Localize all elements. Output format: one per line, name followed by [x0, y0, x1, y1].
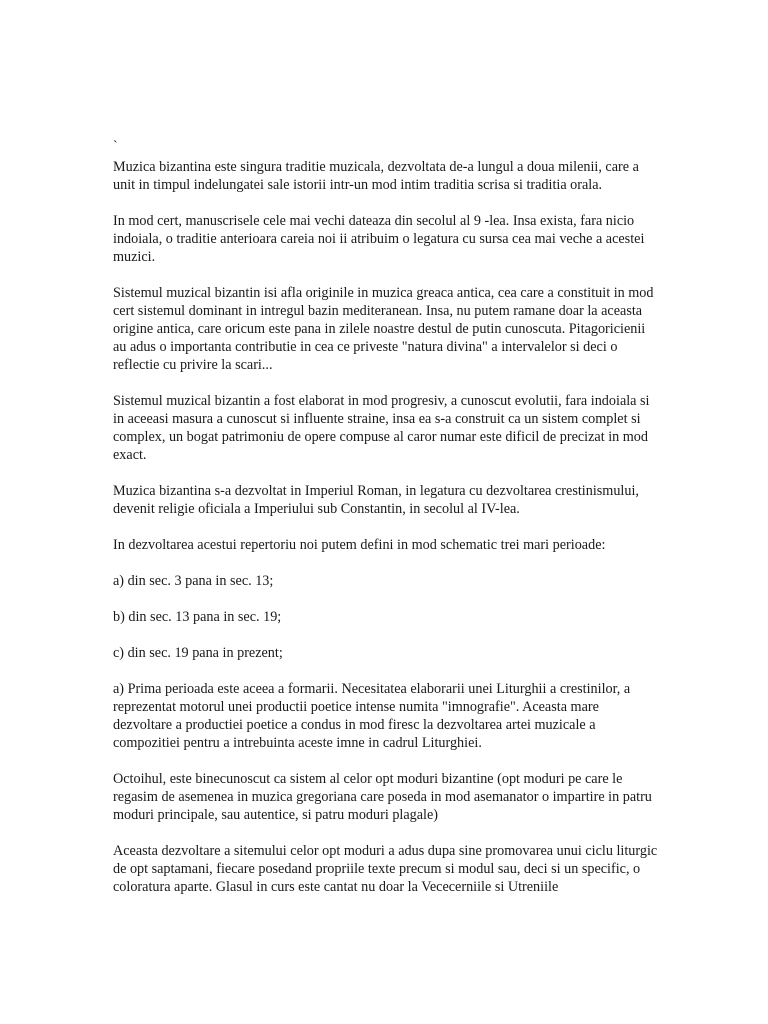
paragraph-liturgical-cycle: Aceasta dezvoltare a sitemului celor opt moduri a adus dupa sine promovarea unui ciclu liturgic de opt saptamani, fiecare posedand propriile texte precum si modul sau, deci si un specific, o coloratura aparte. Glasul in curs este cantat nu doar la Vececerniile si Utreniile [113, 843, 658, 895]
period-item: c) din sec. 19 pana in prezent; [113, 645, 283, 661]
paragraph-periods-intro: In dezvoltarea acestui repertoriu noi putem defini in mod schematic trei mari perioade: [113, 537, 606, 553]
paragraph-octoechos: Octoihul, este binecunoscut ca sistem al celor opt moduri bizantine (opt moduri pe care le regasim de asemenea in muzica gregoriana care poseda in mod asemanator o impartire in patru moduri principale, sau autentice, si patru moduri plagale) [113, 771, 652, 823]
paragraph-evolution: Sistemul muzical bizantin a fost elaborat in mod progresiv, a cunoscut evolutii, fara indoiala si in aceeasi masura a cunoscut si influente straine, insa ea s-a construit ca un sistem complet si complex, un bogat patrimoniu de opere compuse al caror numar este dificil de precizat in mod exact. [113, 393, 650, 463]
period-item: b) din sec. 13 pana in sec. 19; [113, 609, 282, 625]
paragraph-manuscripts: In mod cert, manuscrisele cele mai vechi dateaza din secolul al 9 -lea. Insa exista, fara nicio indoiala, o traditie anterioara careia noi ii atribuim o legatura cu sursa cea mai veche a acestei muzici. [113, 213, 645, 265]
paragraph-roman-empire: Muzica bizantina s-a dezvoltat in Imperiul Roman, in legatura cu dezvoltarea crestinismului, devenit religie oficiala a Imperiului sub Constantin, in secolul al IV-lea. [113, 483, 639, 517]
paragraph-first-period: a) Prima perioada este aceea a formarii. Necesitatea elaborarii unei Liturghii a crestinilor, a reprezentat motorul unei productii poetice intense numita "imnografie". Aceasta mare dezvoltare a productiei poetice a condus in mod firesc la dezvoltarea artei muzicale a compozitiei pentru a intrebuinta aceste imne in cadrul Liturghiei. [113, 681, 631, 751]
document-body [113, 138, 658, 896]
paragraph-intro: Muzica bizantina este singura traditie muzicala, dezvoltata de-a lungul a doua milenii, care a unit in timpul indelungatei sale istorii intr-un mod intim traditia scrisa si traditia orala. [113, 159, 639, 193]
stray-mark: ` [113, 139, 118, 154]
paragraph-origins: Sistemul muzical bizantin isi afla originile in muzica greaca antica, cea care a constituit in mod cert sistemul dominant in intregul bazin mediteranean. Insa, nu putem ramane doar la aceasta origine antica, care oricum este pana in zilele noastre destul de putin cunoscuta. Pitagoricienii au adus o importanta contributie in cea ce priveste "natura divina" a intervalelor si deci o reflectie cu privire la scari... [113, 285, 654, 373]
period-item: a) din sec. 3 pana in sec. 13; [113, 573, 274, 589]
